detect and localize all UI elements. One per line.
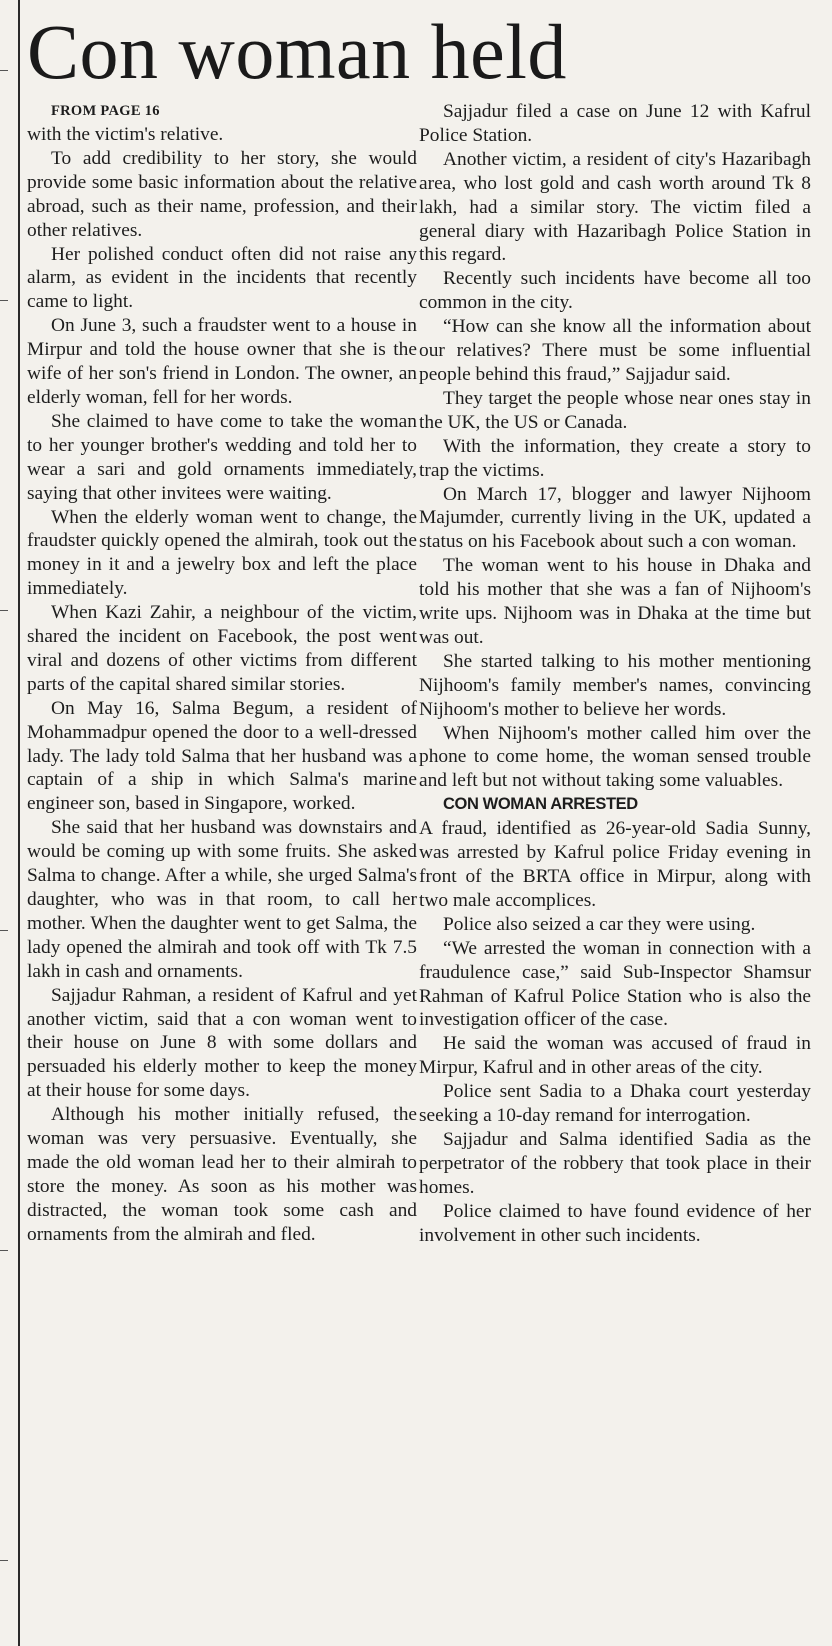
paragraph: On March 17, blogger and lawyer Nijhoom Majumder, currently living in the UK, updated a status on his Facebook about such a con woman. <box>419 483 811 553</box>
paragraph: She started talking to his mother mentioning Nijhoom's family member's names, convincing Nijhoom's mother to believe her words. <box>419 650 811 720</box>
subhead: CON WOMAN ARRESTED <box>443 795 638 814</box>
paragraph: He said the woman was accused of fraud in Mirpur, Kafrul and in other areas of the city. <box>419 1033 811 1079</box>
paragraph: with the victim's relative. <box>27 124 224 145</box>
paragraph: “We arrested the woman in connection with a fraudulence case,” said Sub-Inspector Shamsur Rahman of Kafrul Police Station who is also the investigation officer of the case. <box>419 937 811 1031</box>
paragraph: A fraud, identified as 26-year-old Sadia Sunny, was arrested by Kafrul police Friday evening in front of the BRTA office in Mirpur, along with two male accomplices. <box>419 818 811 911</box>
paragraph: Police claimed to have found evidence of her involvement in other such incidents. <box>419 1200 811 1246</box>
paragraph: Although his mother initially refused, the woman was very persuasive. Eventually, she made the old woman lead her to their almirah to store the money. As soon as his mother was distracted, the woman took some cash and ornaments from the almirah and fled. <box>27 1104 417 1245</box>
page-edge-ticks <box>0 0 10 1646</box>
jump-line: FROM PAGE 16 <box>51 103 160 119</box>
column-left <box>27 100 417 1247</box>
paragraph: When Kazi Zahir, a neighbour of the victim, shared the incident on Facebook, the post went viral and dozens of other victims from different parts of the capital shared similar stories. <box>27 602 417 695</box>
paragraph: On May 16, Salma Begum, a resident of Mohammadpur opened the door to a well-dressed lady. The lady told Salma that her husband was a captain of a ship in which Salma's marine engineer son, based in Singapore, worked. <box>27 697 417 815</box>
paragraph: When Nijhoom's mother called him over the phone to come home, the woman sensed trouble and left but not without taking some valuables. <box>419 722 811 792</box>
column-rule <box>18 0 20 1646</box>
headline: Con woman held <box>27 8 567 95</box>
paragraph: Recently such incidents have become all too common in the city. <box>419 268 811 314</box>
paragraph: Police also seized a car they were using. <box>443 913 756 935</box>
paragraph: To add credibility to her story, she would provide some basic information about the relative abroad, such as their name, profession, and their other relatives. <box>27 147 417 241</box>
paragraph: She said that her husband was downstairs and would be coming up with some fruits. She asked Salma to change. After a while, she urged Salma's daughter, who was in that room, to call her mother. When the daughter went to get Salma, the lady opened the almirah and took off with Tk 7.5 lakh in cash and ornaments. <box>27 817 417 982</box>
paragraph: Sajjadur Rahman, a resident of Kafrul and yet another victim, said that a con woman went to their house on June 8 with some dollars and persuaded his elderly mother to keep the money at their house for some days. <box>27 984 417 1102</box>
paragraph: They target the people whose near ones stay in the UK, the US or Canada. <box>419 387 811 433</box>
paragraph: Sajjadur and Salma identified Sadia as the perpetrator of the robbery that took place in their homes. <box>419 1128 811 1198</box>
paragraph: Her polished conduct often did not raise any alarm, as evident in the incidents that recently came to light. <box>27 243 417 313</box>
paragraph: The woman went to his house in Dhaka and told his mother that she was a fan of Nijhoom's write ups. Nijhoom was in Dhaka at the time but was out. <box>419 555 811 648</box>
paragraph: “How can she know all the information about our relatives? There must be some influential people behind this fraud,” Sajjadur said. <box>419 316 811 385</box>
paragraph: Sajjadur filed a case on June 12 with Kafrul Police Station. <box>419 101 811 146</box>
paragraph: When the elderly woman went to change, the fraudster quickly opened the almirah, took out the money in it and a jewelry box and left the place immediately. <box>27 506 417 600</box>
paragraph: Police sent Sadia to a Dhaka court yesterday seeking a 10-day remand for interrogation. <box>419 1081 811 1127</box>
paragraph: With the information, they create a story to trap the victims. <box>419 435 811 481</box>
paragraph: She claimed to have come to take the woman to her younger brother's wedding and told her to wear a sari and gold ornaments immediately, saying that other invitees were waiting. <box>27 410 417 504</box>
paragraph: On June 3, such a fraudster went to a house in Mirpur and told the house owner that she is the wife of her son's friend in London. The owner, an elderly woman, fell for her words. <box>27 315 417 408</box>
paragraph: Another victim, a resident of city's Hazaribagh area, who lost gold and cash worth around Tk 8 lakh, had a similar story. The victim filed a general diary with Hazaribagh Police Station in this regard. <box>419 148 811 266</box>
column-right <box>419 100 811 1248</box>
